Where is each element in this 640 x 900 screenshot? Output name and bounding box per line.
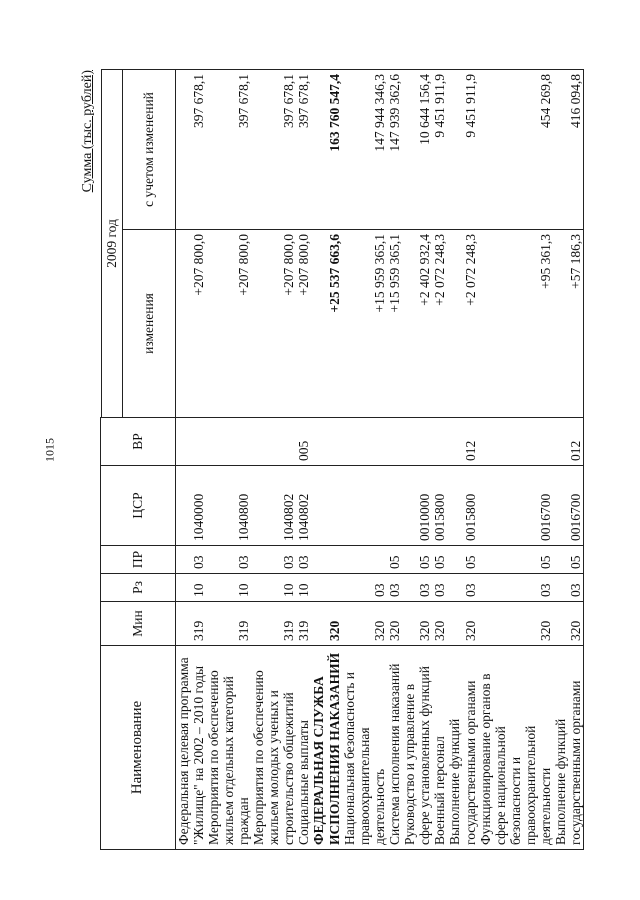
row-min: 319	[251, 602, 296, 646]
table-row	[342, 70, 387, 850]
header-pr: ПР	[101, 546, 176, 574]
row-vr: 005	[296, 418, 311, 466]
row-total: 147 939 362,6	[387, 70, 402, 230]
row-name: ФЕДЕРАЛЬНАЯ СЛУЖБА ИСПОЛНЕНИЯ НАКАЗАНИЙ	[311, 646, 341, 850]
row-change: +57 186,3	[553, 230, 584, 418]
row-csr: 0016700	[553, 466, 584, 546]
row-total: 147 944 346,3	[342, 70, 387, 230]
row-rz: 03	[342, 574, 387, 602]
row-pr	[342, 546, 387, 574]
row-total: 397 678,1	[175, 70, 206, 230]
table-row	[553, 70, 584, 850]
row-total: 10 644 156,4	[402, 70, 432, 230]
table-row	[311, 70, 341, 850]
row-vr	[311, 418, 341, 466]
row-min: 320	[342, 602, 387, 646]
row-name: Национальная безопасность и правоохранительная деятельность	[342, 646, 387, 850]
row-name: Выполнение функций государственными органами	[553, 646, 584, 850]
row-name: Мероприятия по обеспечению жильем отдельных категорий граждан	[206, 646, 251, 850]
units-label: Сумма (тыс. рублей)	[80, 70, 95, 193]
row-rz: 10	[251, 574, 296, 602]
rotated-page-content	[80, 70, 610, 850]
row-rz: 10	[296, 574, 311, 602]
row-csr: 1040802	[251, 466, 296, 546]
table-header	[101, 70, 176, 850]
row-vr	[175, 418, 206, 466]
row-name: Мероприятия по обеспечению жильем молодых ученых и строительство общежитий	[251, 646, 296, 850]
budget-table	[100, 69, 584, 850]
header-rz: Рз	[101, 574, 176, 602]
row-change: +207 800,0	[206, 230, 251, 418]
row-csr: 0016700	[478, 466, 554, 546]
row-csr	[311, 466, 341, 546]
page-number: 1015	[42, 438, 57, 462]
row-rz	[311, 574, 341, 602]
row-rz: 03	[402, 574, 432, 602]
row-min: 320	[387, 602, 402, 646]
row-name: Военный персонал	[432, 646, 447, 850]
table-row	[387, 70, 402, 850]
row-total: 163 760 547,4	[311, 70, 341, 230]
row-change: +15 959 365,1	[387, 230, 402, 418]
header-year: 2009 год	[101, 70, 122, 418]
row-pr: 03	[296, 546, 311, 574]
row-change: +2 402 932,4	[402, 230, 432, 418]
row-name: Руководство и управление в сфере установленных функций	[402, 646, 432, 850]
row-pr: 05	[478, 546, 554, 574]
row-vr	[387, 418, 402, 466]
table-row	[478, 70, 554, 850]
row-rz: 03	[447, 574, 477, 602]
row-csr: 1040800	[206, 466, 251, 546]
row-min: 319	[296, 602, 311, 646]
row-min: 319	[206, 602, 251, 646]
row-name: Функционирование органов в сфере национальной безопасности и правоохранительной деятельности	[478, 646, 554, 850]
row-csr: 0015800	[432, 466, 447, 546]
row-name: Федеральная целевая программа "Жилище" на 2002 – 2010 годы	[175, 646, 206, 850]
row-total: 397 678,1	[206, 70, 251, 230]
row-rz: 03	[553, 574, 584, 602]
row-vr: 012	[447, 418, 477, 466]
row-change: +2 072 248,3	[432, 230, 447, 418]
row-total: 9 451 911,9	[432, 70, 447, 230]
row-pr: 05	[402, 546, 432, 574]
row-csr	[387, 466, 402, 546]
row-name: Социальные выплаты	[296, 646, 311, 850]
row-min: 320	[553, 602, 584, 646]
header-csr: ЦСР	[101, 466, 176, 546]
row-csr: 0015800	[447, 466, 477, 546]
row-vr	[432, 418, 447, 466]
row-csr: 0010000	[402, 466, 432, 546]
row-pr: 03	[206, 546, 251, 574]
row-min: 320	[432, 602, 447, 646]
row-rz: 10	[206, 574, 251, 602]
row-total: 397 678,1	[296, 70, 311, 230]
row-vr: 012	[553, 418, 584, 466]
row-vr	[206, 418, 251, 466]
table-row	[432, 70, 447, 850]
row-vr	[402, 418, 432, 466]
header-min: Мин	[101, 602, 176, 646]
row-pr: 05	[447, 546, 477, 574]
header-changes: изменения	[122, 230, 175, 418]
row-rz: 03	[432, 574, 447, 602]
row-rz: 03	[387, 574, 402, 602]
row-name: Система исполнения наказаний	[387, 646, 402, 850]
row-total: 454 269,8	[478, 70, 554, 230]
row-change: +95 361,3	[478, 230, 554, 418]
row-csr: 1040000	[175, 466, 206, 546]
row-csr: 1040802	[296, 466, 311, 546]
row-change: +207 800,0	[296, 230, 311, 418]
row-pr	[311, 546, 341, 574]
row-min: 320	[478, 602, 554, 646]
table-row	[175, 70, 206, 850]
row-rz: 10	[175, 574, 206, 602]
header-name: Наименование	[101, 646, 176, 850]
row-min: 320	[447, 602, 477, 646]
row-change: +25 537 663,6	[311, 230, 341, 418]
row-change: +2 072 248,3	[447, 230, 477, 418]
row-total: 9 451 911,9	[447, 70, 477, 230]
row-min: 320	[402, 602, 432, 646]
header-with-changes: с учетом изменений	[122, 70, 175, 230]
row-pr: 05	[432, 546, 447, 574]
row-csr	[342, 466, 387, 546]
header-vr: ВР	[101, 418, 176, 466]
row-change: +15 959 365,1	[342, 230, 387, 418]
row-pr: 03	[175, 546, 206, 574]
table-row	[206, 70, 251, 850]
row-pr: 03	[251, 546, 296, 574]
row-vr	[251, 418, 296, 466]
row-pr: 05	[387, 546, 402, 574]
table-row	[251, 70, 296, 850]
row-pr: 05	[553, 546, 584, 574]
row-change: +207 800,0	[251, 230, 296, 418]
table-row	[402, 70, 432, 850]
row-total: 397 678,1	[251, 70, 296, 230]
row-vr	[478, 418, 554, 466]
row-min: 319	[175, 602, 206, 646]
row-rz: 03	[478, 574, 554, 602]
row-total: 416 094,8	[553, 70, 584, 230]
row-change: +207 800,0	[175, 230, 206, 418]
table-row	[296, 70, 311, 850]
table-body	[175, 70, 584, 850]
row-vr	[342, 418, 387, 466]
table-row	[447, 70, 477, 850]
row-min: 320	[311, 602, 341, 646]
row-name: Выполнение функций государственными органами	[447, 646, 477, 850]
